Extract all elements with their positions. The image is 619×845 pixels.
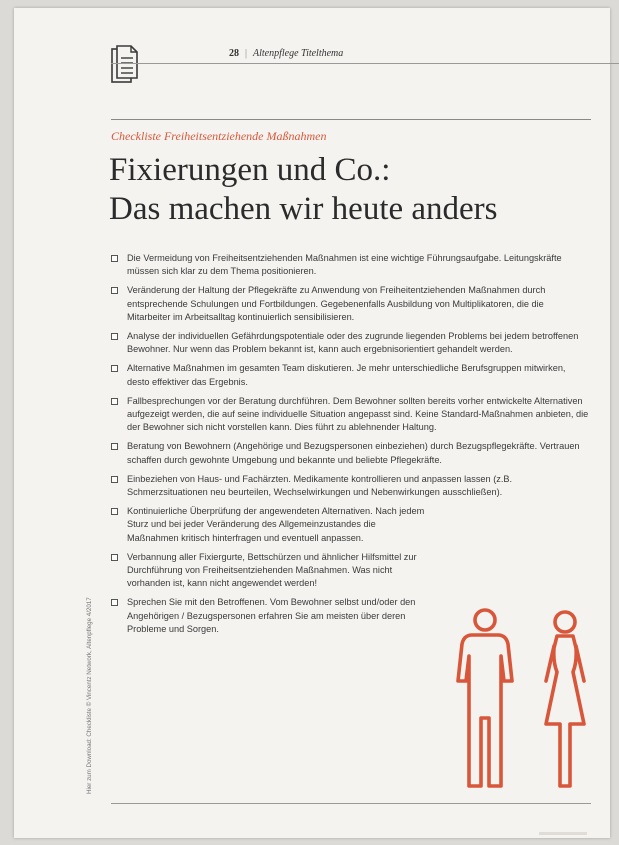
corner-mark xyxy=(539,832,587,835)
checklist-item-text: Analyse der individuellen Gefährdungspotentiale oder des zugrunde liegenden Problems bei jedem betroffenen Bewohner. Nur wenn das Problem bekannt ist, kann auch ergebnisorientiert gehandelt werden. xyxy=(127,331,579,355)
document-icon xyxy=(111,44,139,84)
checkbox-icon xyxy=(111,599,118,606)
kicker: Checkliste Freiheitsentziehende Maßnahmen xyxy=(111,129,327,143)
checkbox-icon xyxy=(111,365,118,372)
checklist-item xyxy=(111,596,427,636)
checkbox-icon xyxy=(111,476,118,483)
checkbox-icon xyxy=(111,287,118,294)
checklist-item-text: Kontinuierliche Überprüfung der angewendeten Alternativen. Nach jedem Sturz und bei jeder Veränderung des Allgemeinzustandes die Maßnahmen kritisch hinterfragen und eventuell anpassen. xyxy=(127,506,425,543)
magazine-page xyxy=(14,8,610,838)
checkbox-icon xyxy=(111,333,118,340)
checklist xyxy=(111,252,589,642)
checklist-item-text: Alternative Maßnahmen im gesamten Team diskutieren. Je mehr unterschiedliche Berufsgruppen mitwirken, desto effektiver das Ergebnis. xyxy=(127,363,566,387)
checklist-item xyxy=(111,284,589,324)
checklist-item xyxy=(111,551,427,591)
checkbox-icon xyxy=(111,443,118,450)
checklist-item xyxy=(111,252,589,278)
checklist-item-text: Die Vermeidung von Freiheitsentziehenden Maßnahmen ist eine wichtige Führungsaufgabe. Leitungskräfte müssen sich klar zu dem Thema positionieren. xyxy=(127,253,562,277)
checklist-item xyxy=(111,505,427,545)
checklist-item-text: Fallbesprechungen vor der Beratung durchführen. Dem Bewohner sollten bereits vorher entwickelte Alternativen aufgezeigt werden, die auf seine individuelle Situation angepasst sind. Keine Standard-Maßnahmen anbieten, die der Bewohner sich nicht vorstellen kann. Dies führt zu ablehnender Haltung. xyxy=(127,395,589,433)
header-divider xyxy=(111,63,619,64)
page-number: 28 xyxy=(229,48,239,59)
checkbox-icon xyxy=(111,398,118,405)
checklist-item-text: Verbannung aller Fixiergurte, Bettschürzen und ähnlicher Hilfsmittel zur Durchführung von Freiheitsentziehenden Maßnahmen. Was nicht vorhanden ist, kann nicht angewendet werden! xyxy=(127,551,417,589)
checklist-item-text: Veränderung der Haltung der Pflegekräfte zu Anwendung von Freiheitentziehenden Maßnahmen durch entsprechende Schulungen und Fortbildungen. Gegebenenfalls Ausbildung von Multiplikatoren, die die Mitarbeiter im Arbeitsalltag kontinuierlich sensibilisieren. xyxy=(127,285,546,322)
section-divider xyxy=(111,119,591,120)
header-topic: Altenpflege Titelthema xyxy=(253,48,344,59)
checklist-item xyxy=(111,440,589,466)
checklist-item-text: Einbeziehen von Haus- und Fachärzten. Medikamente kontrollieren und anpassen lassen (z.B. Schmerzsituationen neu beurteilen, Wechselwirkungen und Nebenwirkungen ausschließen). xyxy=(127,473,513,498)
checklist-item xyxy=(111,362,589,388)
title-line-2: Das machen wir heute anders xyxy=(109,191,498,227)
download-credit: Hier zum Download: Checkliste © Vincentz Network, Altenpflege 4/2017 xyxy=(86,597,93,794)
checklist-item xyxy=(111,395,589,435)
checklist-item xyxy=(111,473,589,499)
header-separator: | xyxy=(245,48,248,59)
footer-divider xyxy=(111,803,591,804)
checkbox-icon xyxy=(111,508,118,515)
man-and-woman-illustration xyxy=(450,606,600,796)
checklist-item xyxy=(111,330,589,356)
checkbox-icon xyxy=(111,255,118,262)
page-title xyxy=(109,151,589,229)
checklist-item-text: Beratung von Bewohnern (Angehörige und Bezugspersonen einbeziehen) durch Bezugspflegekräfte. Vertrauen schaffen durch gewohnte Umgebung und bekannte und beliebte Pflegekräfte. xyxy=(127,441,580,465)
checkbox-icon xyxy=(111,554,118,561)
running-header xyxy=(229,48,343,59)
checklist-item-text: Sprechen Sie mit den Betroffenen. Vom Bewohner selbst und/oder den Angehörigen / Bezugspersonen erfahren Sie am meisten über deren Probleme und Sorgen. xyxy=(127,597,416,634)
title-line-1: Fixierungen und Co.: xyxy=(109,152,391,188)
